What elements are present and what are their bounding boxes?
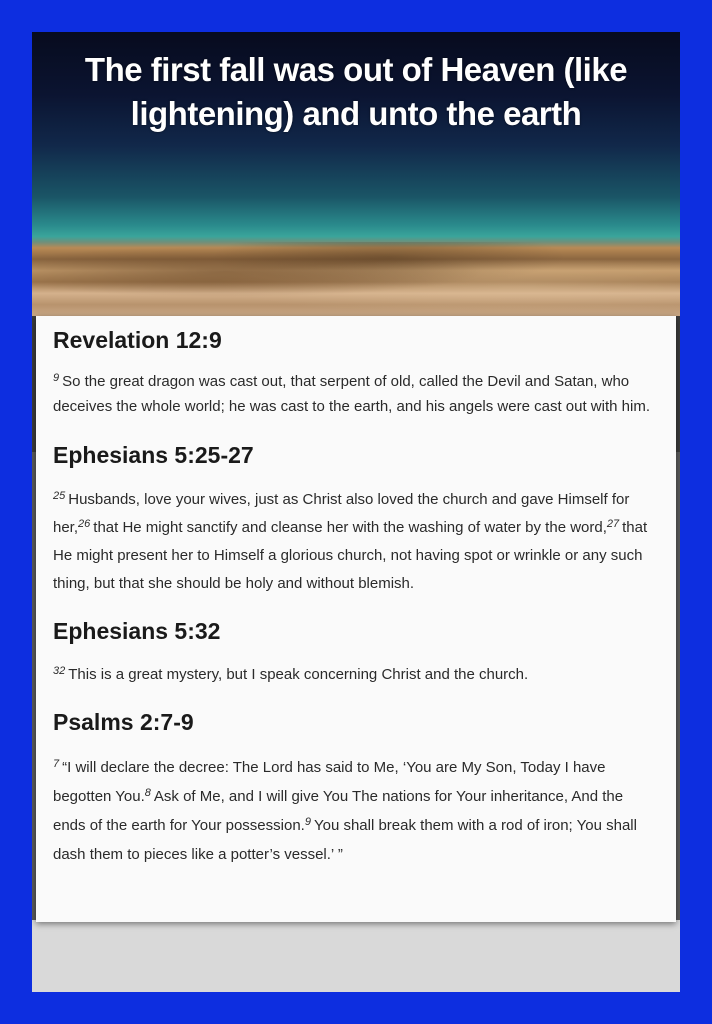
passage-text	[53, 662, 656, 687]
verse-number: 32	[53, 665, 66, 677]
passage-text	[53, 486, 656, 598]
verse-number: 25	[53, 490, 66, 502]
verse-number: 8	[144, 787, 151, 799]
hero-image	[32, 32, 680, 316]
scripture-card	[36, 316, 676, 922]
page-title: The first fall was out of Heaven (like lightening) and unto the earth	[84, 51, 628, 132]
verse-text: that He might present her to Himself a glorious church, not having spot or wrinkle or any such thing, but that she should be holy and without blemish.	[53, 519, 648, 592]
verse-number: 27	[606, 518, 620, 530]
verse-text: that He might sanctify and cleanse her with the washing of water by the word,	[93, 519, 607, 536]
passage-text	[53, 753, 656, 869]
verse-text: You shall break them with a rod of iron; You shall dash them to pieces like a potter’s vessel.’ ”	[53, 817, 637, 863]
verse-number: 9	[53, 372, 60, 384]
passage-reference: Ephesians 5:32	[53, 618, 221, 644]
passage-reference: Psalms 2:7-9	[53, 709, 194, 735]
verse-number: 26	[78, 518, 91, 530]
background-strip	[32, 920, 680, 992]
verse-text: So the great dragon was cast out, that serpent of old, called the Devil and Satan, who deceives the whole world; he was cast to the earth, and his angels were cast out with him.	[53, 373, 650, 415]
verse-text: Husbands, love your wives, just as Christ also loved the church and gave Himself for her,	[53, 491, 630, 536]
verse-number: 9	[304, 816, 311, 828]
passage-text	[53, 369, 656, 419]
passage-reference: Ephesians 5:25-27	[53, 442, 254, 468]
verse-number: 7	[53, 758, 60, 770]
verse-text: Ask of Me, and I will give You The nations for Your inheritance, And the ends of the earth for Your possession.	[53, 788, 624, 834]
screenshot-frame	[32, 32, 680, 992]
verse-text: “I will declare the decree: The Lord has said to Me, ‘You are My Son, Today I have begotten You.	[53, 759, 606, 805]
passage-reference: Revelation 12:9	[53, 327, 222, 353]
verse-text: This is a great mystery, but I speak concerning Christ and the church.	[68, 666, 529, 683]
